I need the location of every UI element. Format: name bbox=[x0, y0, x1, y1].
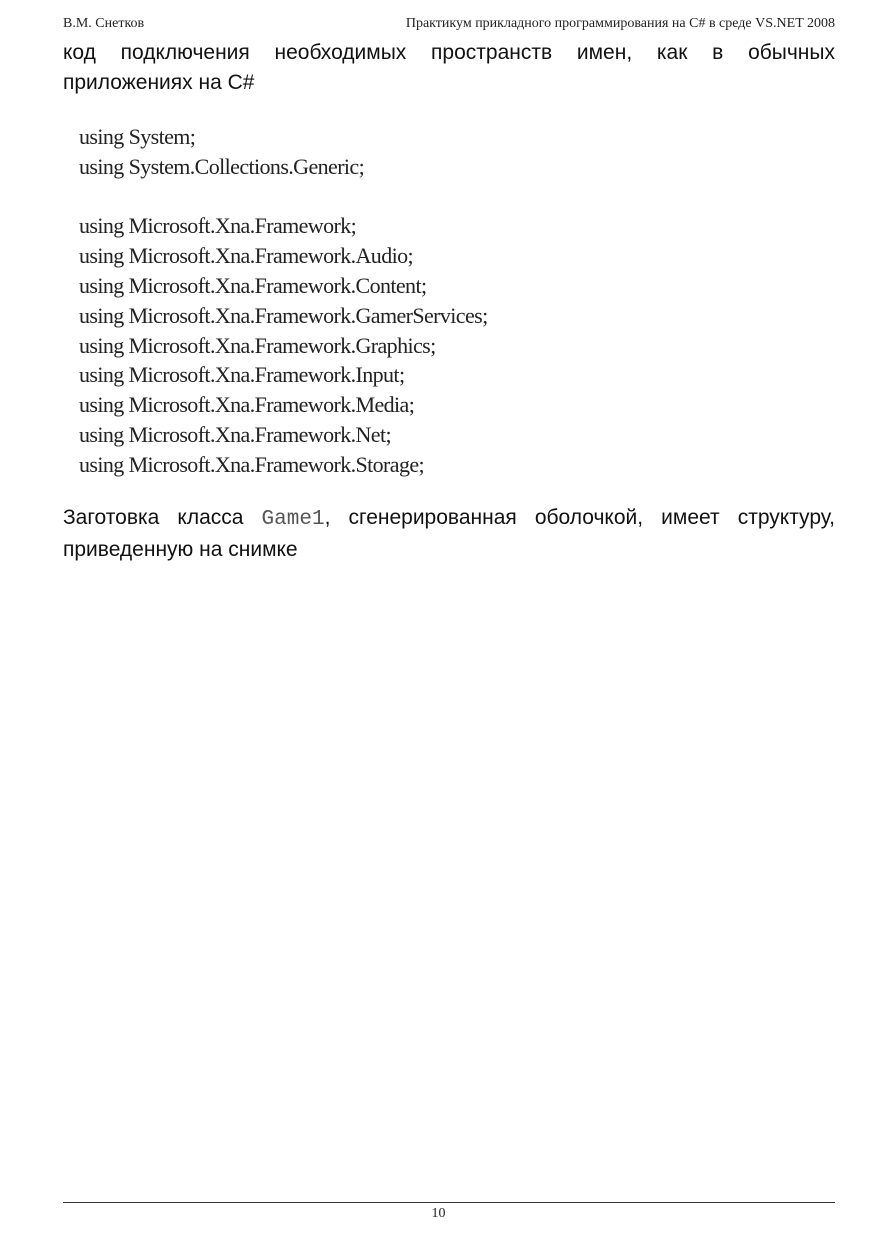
code-line: using Microsoft.Xna.Framework.Graphics; bbox=[79, 332, 436, 358]
code-line: using Microsoft.Xna.Framework.Input; bbox=[79, 362, 405, 388]
code-listing bbox=[79, 122, 488, 480]
code-line: using System; bbox=[79, 124, 196, 149]
inline-code-class-name: Game1 bbox=[261, 508, 325, 531]
code-line: using System.Collections.Generic; bbox=[79, 153, 365, 179]
body-paragraph-game1 bbox=[63, 503, 835, 565]
code-line: using Microsoft.Xna.Framework.Net; bbox=[79, 421, 391, 447]
code-line: using Microsoft.Xna.Framework.Media; bbox=[79, 392, 415, 418]
code-line: using Microsoft.Xna.Framework.Audio; bbox=[79, 243, 414, 269]
page-number: 10 bbox=[431, 1206, 446, 1221]
paragraph-text-after: , сгенерированная оболочкой, имеет структуру, приведенную на снимке bbox=[63, 506, 835, 561]
header-author: В.М. Снетков bbox=[63, 16, 145, 31]
code-line: using Microsoft.Xna.Framework; bbox=[79, 213, 357, 239]
running-header bbox=[63, 16, 835, 36]
code-line: using Microsoft.Xna.Framework.Content; bbox=[79, 272, 427, 298]
code-line: using Microsoft.Xna.Framework.Storage; bbox=[79, 451, 425, 477]
body-paragraph: код подключения необходимых пространств имен, как в обычных приложениях на C# bbox=[63, 41, 835, 94]
code-blank-line bbox=[79, 182, 488, 212]
header-book-title: Практикум прикладного программирования на C# в среде VS.NET 2008 bbox=[405, 16, 835, 31]
code-line: using Microsoft.Xna.Framework.GamerServices; bbox=[79, 302, 488, 328]
footer-divider bbox=[63, 1202, 835, 1203]
paragraph-text-before: Заготовка класса bbox=[63, 506, 262, 529]
